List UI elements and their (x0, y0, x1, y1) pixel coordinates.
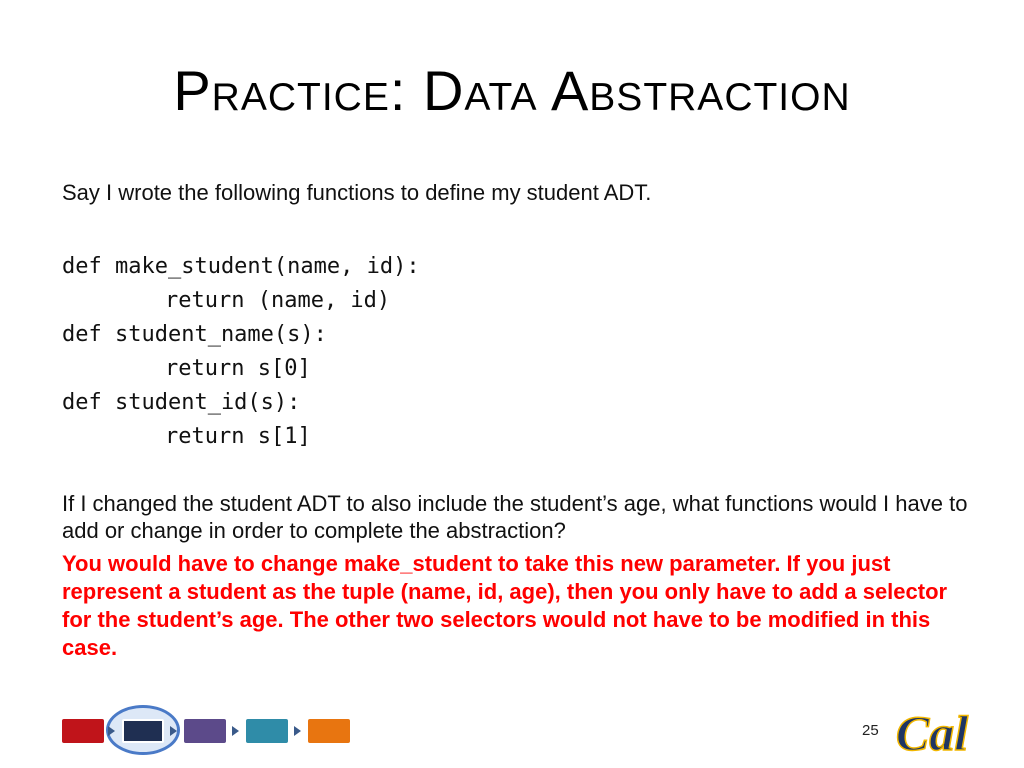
answer-text: You would have to change make_student to take this new parameter. If you just represent a student as the tuple (name, id, age), then you only have to add a selector for the student’s age. The other two selectors would not have to be modified in this case. (62, 551, 948, 660)
page-number: 25 (862, 722, 879, 739)
arrow-icon (170, 726, 177, 736)
arrow-icon (108, 726, 115, 736)
intro-text: Say I wrote the following functions to define my student ADT. (62, 180, 652, 205)
nav-section-2[interactable] (122, 719, 164, 743)
cal-logo-icon (893, 700, 971, 764)
progress-nav (58, 705, 358, 755)
code-line: def make_student(name, id): (62, 254, 420, 279)
code-line: return (name, id) (165, 288, 391, 313)
logo-wordmark: Cal (895, 705, 969, 761)
code-line: def student_name(s): (62, 322, 327, 347)
code-line: def student_id(s): (62, 390, 301, 415)
slide-title: Practice: Data Abstraction (173, 59, 851, 122)
code-block (62, 250, 420, 454)
nav-section-1[interactable] (62, 719, 104, 743)
nav-section-4[interactable] (246, 719, 288, 743)
code-line: return s[0] (165, 356, 311, 381)
question-text: If I changed the student ADT to also include the student’s age, what functions would I have to add or change in order to complete the abstraction? (62, 491, 968, 543)
nav-section-5[interactable] (308, 719, 350, 743)
arrow-icon (232, 726, 239, 736)
arrow-icon (294, 726, 301, 736)
nav-section-3[interactable] (184, 719, 226, 743)
code-line: return s[1] (165, 424, 311, 449)
